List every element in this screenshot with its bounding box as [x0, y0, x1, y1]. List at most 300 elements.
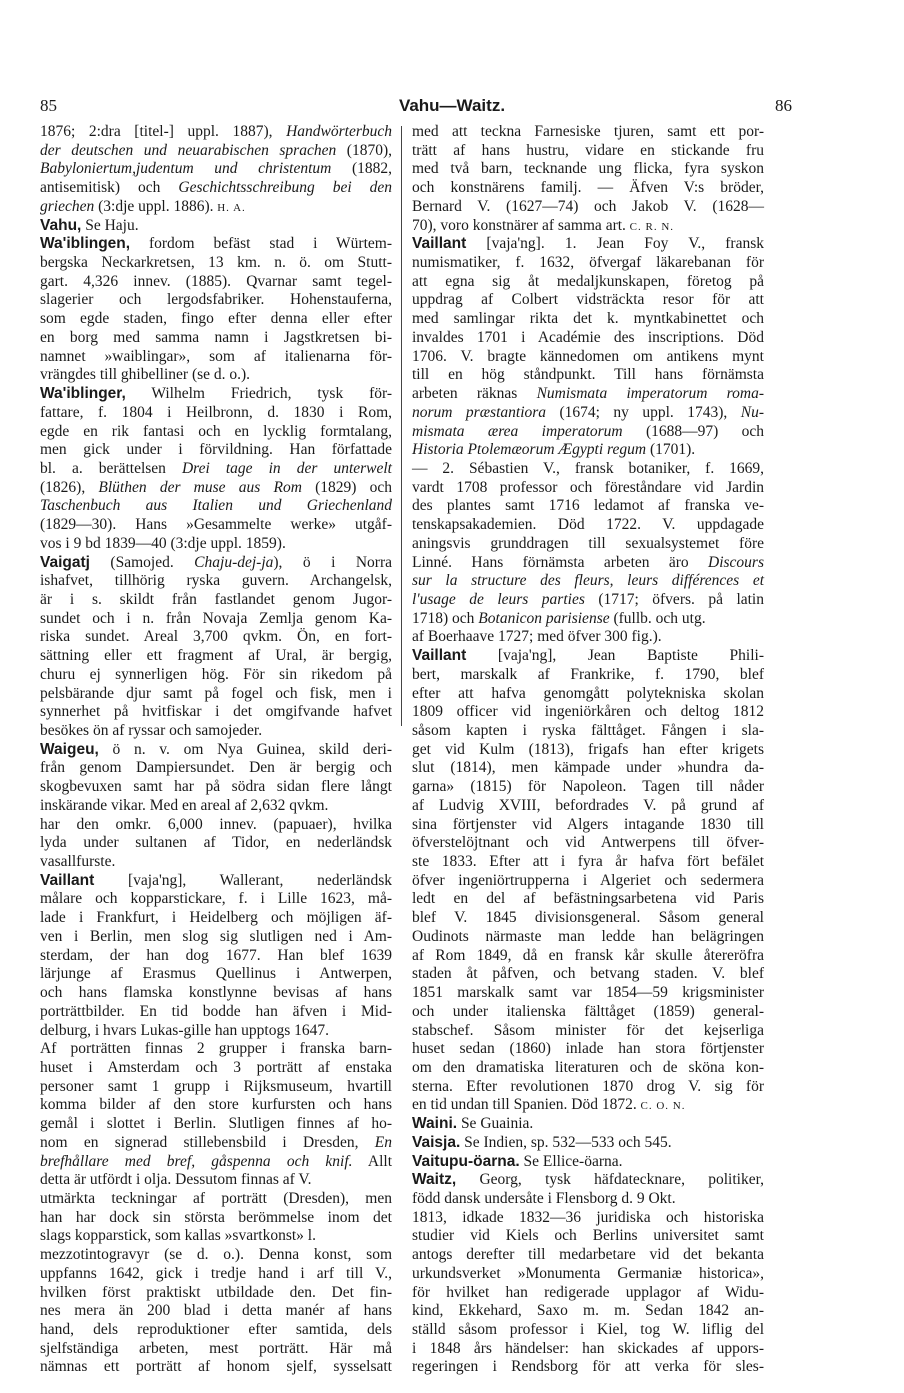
- text-line: [40, 516, 392, 535]
- text-segment: Numismata imperatorum roma-: [536, 385, 764, 403]
- text-segment: med två barn, tecknande ung flicka, fyra syskon: [412, 160, 764, 178]
- text-segment: att egna sig åt medaljkunskapen, företog på: [412, 272, 764, 290]
- text-line: [40, 142, 392, 161]
- text-line: [412, 123, 764, 142]
- text-line: [40, 947, 392, 966]
- text-segment: af Boerhaave 1727; med öfver 300 fig.).: [412, 628, 662, 646]
- text-segment: besökes ön af ryssar och samojeder.: [40, 722, 263, 739]
- text-line: [40, 1096, 392, 1115]
- text-segment: detta är utfördt i olja. Dessutom finnas af V.: [40, 1171, 312, 1189]
- text-line: [412, 479, 764, 498]
- text-segment: till en hög ståndpunkt. Till hans förnämsta: [412, 366, 764, 384]
- text-segment: des plantes samt 1716 ledamot af franska ve-: [412, 497, 764, 515]
- text-segment: [vaja'ng], Wallerant, nederländsk: [94, 871, 392, 889]
- text-segment: garna» (1815) för Napoleon. Tagen till nåder: [412, 778, 764, 796]
- text-segment: antisemitisk) och: [40, 179, 179, 197]
- text-line: [40, 797, 392, 816]
- entry-headword: Wa'iblinger,: [40, 385, 126, 403]
- text-line: [412, 890, 764, 909]
- text-segment: fattare, f. 1804 i Heilbronn, d. 1830 i Rom,: [40, 403, 392, 421]
- text-segment: 1813, idkade 1832—36 juridiska och historiska: [412, 1208, 764, 1226]
- text-line: [412, 685, 764, 704]
- text-segment: Se Haju.: [81, 216, 139, 234]
- text-line: [40, 1078, 392, 1097]
- text-segment: Chaju-dej-ja: [194, 553, 274, 571]
- text-line: [412, 1246, 764, 1265]
- text-line: [412, 497, 764, 516]
- running-title: Vahu—Waitz.: [398, 96, 506, 115]
- text-segment: Allt: [352, 1152, 392, 1170]
- text-segment: Wilhelm Friedrich, tysk för-: [125, 385, 392, 403]
- text-segment: numismatiker, f. 1632, öfvergaf läkarebanan för: [412, 254, 764, 272]
- text-line: [412, 348, 764, 367]
- text-segment: (1674; ny uppl. 1743),: [546, 403, 741, 421]
- text-line: [412, 554, 764, 573]
- text-segment: sjelfständiga arbeten, mest porträtt. Här må: [40, 1339, 392, 1357]
- text-segment: (1688—97) och: [622, 422, 765, 440]
- text-line: [40, 348, 392, 367]
- text-line: [412, 984, 764, 1003]
- text-line: [40, 1227, 392, 1246]
- text-line: [412, 591, 764, 610]
- text-segment: (1829—30). Hans »Gesammelte werke» utgåf-: [40, 516, 392, 534]
- text-line: [412, 535, 764, 554]
- text-segment: målare och kopparstickare, f. i Lille 1623, må-: [40, 890, 392, 908]
- author-signature: H. A.: [213, 201, 246, 214]
- text-line: [412, 1040, 764, 1059]
- text-segment: 1876; 2:dra [titel-] uppl. 1887),: [40, 123, 287, 140]
- text-segment: af Ludvig XVIII, befordrades V. på grund af: [412, 796, 764, 814]
- text-segment: Linné. Hans förnämsta arbeten äro: [412, 553, 709, 571]
- text-line: [412, 1358, 764, 1377]
- text-segment: Bernard V. (1627—74) och Jakob V. (1628—: [412, 197, 764, 215]
- text-segment: slut (1814), men kämpade under »hundra da-: [412, 759, 764, 777]
- text-line: [40, 1134, 392, 1153]
- text-segment: Blüthen der muse aus Rom: [98, 478, 302, 496]
- text-line: [40, 291, 392, 310]
- text-line: [412, 291, 764, 310]
- text-segment: ), ö i Norra: [273, 553, 392, 571]
- text-line: [40, 572, 392, 591]
- text-line: [412, 1078, 764, 1097]
- text-segment: sina förtjenster vid Algers intagande 1830 till: [412, 815, 764, 833]
- left-column: [40, 123, 392, 1377]
- text-line: [40, 722, 392, 741]
- text-segment: är i s. skildt från fastlandet genom Jugor-: [40, 590, 392, 608]
- text-segment: ledt en del af befästningsarbetena vid Paris: [412, 890, 764, 908]
- text-line: [40, 479, 392, 498]
- text-segment: get vid Kulm (1813), frigafs han efter krigets: [412, 740, 764, 758]
- text-segment: en borg med samma namn i Jagstkretsen bi-: [40, 328, 392, 346]
- text-segment: (1829) och: [301, 478, 392, 496]
- text-segment: med att teckna Farnesiske tjuren, samt ett por-: [412, 123, 764, 140]
- text-segment: (fullb. och utg.: [609, 609, 706, 627]
- text-segment: fordom befäst stad i Würtem-: [130, 235, 392, 253]
- entry-headword: Waigeu,: [40, 740, 99, 758]
- text-line: [40, 460, 392, 479]
- text-segment: gemål i slottet i Berlin. Slutligen finnes af ho-: [40, 1115, 392, 1133]
- entry-headword: Wa'iblingen,: [40, 235, 131, 253]
- text-segment: efter att hafva genomgått polytekniska skolan: [412, 684, 764, 702]
- text-segment: urkundsverket »Monumenta Germaniæ historica»,: [412, 1264, 764, 1282]
- text-segment: ste 1833. Efter att i fyra år hafva fört befälet: [412, 853, 764, 871]
- text-segment: Af porträtten finnas 2 grupper i franska barn-: [40, 1040, 392, 1058]
- text-segment: sättning eller ett fragment af Ural, är bergig,: [40, 647, 392, 665]
- text-line: [412, 1340, 764, 1359]
- text-line: [40, 1059, 392, 1078]
- text-line: [40, 647, 392, 666]
- entry-headword: Vaisja.: [412, 1133, 461, 1151]
- text-segment: vasallfurste.: [40, 853, 116, 871]
- text-segment: der deutschen und neuarabischen sprachen: [40, 141, 337, 159]
- text-line: [412, 1134, 764, 1153]
- text-segment: pelsbärande djur samt på fogel och fisk, men i: [40, 684, 392, 702]
- text-segment: blef V. 1845 divisionsgeneral. Såsom general: [412, 909, 764, 927]
- text-segment: af Rom 1849, då en fransk kår skulle återeröfra: [412, 946, 764, 964]
- text-segment: 1809 officer vid ingeniörkåren och deltog 1812: [412, 703, 764, 721]
- text-segment: lärjunge af Erasmus Quellinus i Antwerpen,: [40, 965, 392, 983]
- text-line: [412, 1284, 764, 1303]
- text-line: [40, 909, 392, 928]
- text-segment: såsom kapten i ryska fälttåget. Fången i sla-: [412, 722, 764, 739]
- text-line: [40, 123, 392, 142]
- text-segment: egde en rik fantasi och en lycklig formtalang,: [40, 422, 392, 440]
- text-segment: nes mera än 200 blad i detta manér af hans: [40, 1302, 392, 1320]
- entry-headword: Vaillant: [412, 235, 467, 253]
- text-segment: (1882,: [331, 160, 392, 178]
- text-line: [40, 273, 392, 292]
- text-line: [412, 235, 764, 254]
- text-line: [40, 591, 392, 610]
- text-line: [40, 1284, 392, 1303]
- text-segment: komma bilder af den store kurfursten och hans: [40, 1096, 392, 1114]
- text-line: [412, 759, 764, 778]
- text-segment: [vaja'ng]. 1. Jean Foy V., fransk: [466, 235, 764, 253]
- text-segment: ishafvet, tillhörig ryska guvern. Archangelsk,: [40, 572, 392, 590]
- text-line: [412, 909, 764, 928]
- text-line: [412, 703, 764, 722]
- text-segment: churu ej synnerligen hög. För sin rikedom på: [40, 665, 392, 683]
- text-line: [412, 254, 764, 273]
- text-line: [412, 516, 764, 535]
- text-line: [412, 1153, 764, 1172]
- text-line: [40, 1040, 392, 1059]
- entry-headword: Vaillant: [40, 871, 95, 889]
- text-segment: synnerhet på hvitfiskar i det omgifvande hafvet: [40, 703, 392, 721]
- entry-headword: Waini.: [412, 1115, 458, 1133]
- text-segment: lade i Frankfurt, i Heidelberg och möjligen äf-: [40, 909, 392, 927]
- text-segment: vos i 9 bd 1839—40 (3:dje uppl. 1859).: [40, 534, 286, 552]
- text-segment: Se Ellice-öarna.: [519, 1152, 623, 1170]
- text-segment: (1717; öfvers. på latin: [584, 590, 764, 608]
- text-line: [412, 423, 764, 442]
- text-segment: En: [374, 1133, 392, 1151]
- text-segment: Taschenbuch aus Italien und Griechenland: [40, 497, 392, 515]
- text-line: [412, 142, 764, 161]
- text-line: [412, 1321, 764, 1340]
- text-segment: vrängdes till ghibelliner (se d. o.).: [40, 366, 251, 384]
- text-segment: mezzotintogravyr (se d. o.). Denna konst, som: [40, 1246, 392, 1264]
- text-segment: invaldes 1701 i Académie des inscriptions. Död: [412, 328, 764, 346]
- text-segment: trätt af hans hustru, vidare en stickande fru: [412, 141, 764, 159]
- text-line: [412, 778, 764, 797]
- text-segment: men gick under i förvildning. Han författade: [40, 441, 392, 459]
- text-line: [412, 1115, 764, 1134]
- text-segment: bert, marskalk af Frankrike, f. 1790, blef: [412, 665, 764, 683]
- text-segment: norum præstantiora: [412, 403, 547, 421]
- text-segment: Discours: [708, 553, 764, 571]
- text-segment: Botanicon parisiense: [478, 609, 610, 627]
- text-line: [40, 1358, 392, 1377]
- text-segment: Geschichtsschreibung bei den: [178, 179, 392, 197]
- text-line: [40, 160, 392, 179]
- text-segment: 1706. V. bragte kännedomen om antikens mynt: [412, 347, 764, 365]
- text-segment: sur la structure des fleurs, leurs différences et: [412, 572, 764, 590]
- text-segment: uppdrag af Colbert vidsträckta resor för att: [412, 291, 764, 309]
- text-segment: slagerier och lergodsfabriker. Hohenstauferna,: [40, 291, 392, 309]
- text-segment: Babyloniertum,judentum und christentum: [40, 160, 332, 178]
- text-line: [412, 1171, 764, 1190]
- text-segment: i 1848 års händelser: han skickades af uppors-: [412, 1339, 764, 1357]
- entry-headword: Vaitupu-öarna.: [412, 1152, 520, 1170]
- text-line: [40, 741, 392, 760]
- text-line: [412, 385, 764, 404]
- text-line: [40, 1265, 392, 1284]
- text-segment: hand, dels reproduktioner efter samtida, dels: [40, 1321, 392, 1338]
- text-line: [40, 1246, 392, 1265]
- author-signature: C. R. N.: [625, 220, 675, 233]
- text-line: [412, 329, 764, 348]
- text-line: [40, 441, 392, 460]
- text-segment: regeringen i Rendsborg för att verka för sles-: [412, 1358, 764, 1376]
- text-segment: huset i Amsterdam och 3 porträtt af enstaka: [40, 1058, 392, 1076]
- text-segment: (3:dje uppl. 1886).: [94, 197, 214, 215]
- text-segment: lyda under sultanen af Tidor, en nederländsk: [40, 834, 392, 852]
- text-line: [412, 853, 764, 872]
- text-segment: kind, Ekkehard, Saxo m. m. Sedan 1842 an-: [412, 1302, 764, 1320]
- text-segment: delburg, i hvars Lukas-gille han upptogs 1647.: [40, 1021, 330, 1039]
- text-line: [40, 554, 392, 573]
- right-column: [412, 123, 764, 1377]
- text-segment: och hans flamska konstlynne bevisas af hans: [40, 984, 392, 1002]
- text-segment: Se Indien, sp. 532—533 och 545.: [460, 1133, 672, 1151]
- text-segment: (1826),: [40, 478, 99, 496]
- text-segment: sterna. Efter revolutionen 1870 drog V. sig för: [412, 1077, 764, 1095]
- text-segment: ö n. v. om Nya Guinea, skild deri-: [98, 740, 392, 758]
- text-line: [40, 834, 392, 853]
- text-line: [412, 310, 764, 329]
- entry-headword: Vaigatj: [40, 553, 90, 571]
- text-segment: studier vid Kiels och Berlins universitet samt: [412, 1227, 764, 1245]
- text-line: [40, 610, 392, 629]
- text-line: [412, 1265, 764, 1284]
- column-divider: [401, 126, 402, 726]
- text-segment: antogs derefter till medarbetare vid det bekanta: [412, 1246, 764, 1264]
- text-segment: med samlingar rikta det k. myntkabinettet och: [412, 310, 764, 328]
- text-segment: sterdam, der han dog 1677. Han blef 1639: [40, 946, 392, 964]
- text-line: [412, 647, 764, 666]
- text-segment: vardt 1708 professor och föreståndare vid Jardin: [412, 478, 764, 496]
- text-segment: Nu-: [740, 403, 764, 421]
- text-line: [40, 217, 392, 236]
- text-segment: Georg, tysk häfdatecknare, politiker,: [456, 1171, 764, 1189]
- text-line: [412, 928, 764, 947]
- text-line: [412, 610, 764, 629]
- text-line: [40, 1190, 392, 1209]
- text-line: [40, 1115, 392, 1134]
- text-line: [412, 834, 764, 853]
- text-line: [412, 965, 764, 984]
- text-segment: Handwörterbuch: [286, 123, 392, 140]
- text-line: [412, 1003, 764, 1022]
- entry-headword: Vaillant: [412, 647, 467, 665]
- text-line: [40, 497, 392, 516]
- text-segment: Drei tage in der unterwelt: [181, 459, 392, 477]
- text-line: [412, 1227, 764, 1246]
- right-page-number: 86: [775, 96, 792, 115]
- entry-headword: Waitz,: [412, 1171, 457, 1189]
- text-segment: staden åt påfven, och betvang staden. V. blef: [412, 965, 764, 983]
- text-line: [40, 1302, 392, 1321]
- text-line: [412, 816, 764, 835]
- text-segment: ven i Berlin, men slog sig slutligen ned i Am-: [40, 927, 392, 945]
- text-segment: för hvilket han redigerade upplagor af Widu-: [412, 1283, 764, 1301]
- text-line: [40, 366, 392, 385]
- text-line: [40, 310, 392, 329]
- text-segment: sundet och i n. från Novaja Zemlja genom Ka-: [40, 609, 392, 627]
- text-segment: riska sundet. Areal 3,700 qvkm. Ön, en fort-: [40, 628, 392, 646]
- text-line: [40, 385, 392, 404]
- text-segment: Se Guainia.: [457, 1115, 534, 1133]
- text-line: [40, 1153, 392, 1172]
- text-segment: tenskapsakademien. Död 1722. V. uppdagade: [412, 516, 764, 534]
- text-line: [40, 666, 392, 685]
- text-line: [412, 1096, 764, 1115]
- text-segment: (Samojed.: [89, 553, 195, 571]
- text-segment: som egde staden, fingo efter denna eller efter: [40, 310, 392, 328]
- text-line: [40, 1022, 392, 1041]
- text-segment: porträttbilder. En tid bodde han äfven i Mid-: [40, 1002, 392, 1020]
- text-line: [412, 1022, 764, 1041]
- text-segment: stabschef. Såsom minister för det kejserliga: [412, 1021, 764, 1039]
- text-segment: brefhållare med bref, gåspenna och knif.: [40, 1152, 353, 1170]
- text-line: [40, 535, 392, 554]
- text-segment: har den omkr. 6,000 innev. (papuaer), hvilka: [40, 815, 392, 833]
- text-segment: (1870),: [336, 141, 392, 159]
- text-line: [40, 759, 392, 778]
- text-segment: (1701).: [646, 441, 696, 459]
- text-segment: bl. a. berättelsen: [40, 459, 182, 477]
- text-line: [40, 703, 392, 722]
- text-line: [40, 198, 392, 217]
- text-segment: öfver ingeniörtrupperna i Algeriet och sedermera: [412, 871, 764, 889]
- text-line: [40, 254, 392, 273]
- text-segment: uppfanns 1642, gick i tredje hand i arf till V.,: [40, 1264, 392, 1282]
- text-line: [40, 984, 392, 1003]
- text-segment: nom en signerad stillebensbild i Dresden,: [40, 1133, 375, 1151]
- text-line: [412, 741, 764, 760]
- text-line: [40, 685, 392, 704]
- text-line: [412, 1209, 764, 1228]
- text-segment: 70), voro konstnärer af samma art.: [412, 216, 626, 234]
- text-line: [40, 179, 392, 198]
- text-line: [40, 965, 392, 984]
- text-segment: 1851 marskalk samt var 1854—59 krigsminister: [412, 984, 764, 1002]
- text-line: [40, 1209, 392, 1228]
- text-segment: bergska Neckarkretsen, 13 km. n. ö. om Stutt-: [40, 254, 392, 272]
- text-line: [412, 441, 764, 460]
- text-line: [412, 1190, 764, 1209]
- text-line: [412, 404, 764, 423]
- text-segment: aningsvis grunddragen till sexualsystemet före: [412, 534, 764, 552]
- text-segment: Historia Ptolemæorum Ægypti regum: [412, 441, 647, 459]
- text-line: [412, 1302, 764, 1321]
- text-segment: [vaja'ng], Jean Baptiste Phili-: [466, 647, 764, 665]
- text-line: [40, 1171, 392, 1190]
- text-line: [40, 404, 392, 423]
- text-line: [40, 329, 392, 348]
- text-segment: utmärkta teckningar af porträtt (Dresden), men: [40, 1189, 392, 1207]
- text-line: [412, 666, 764, 685]
- text-line: [412, 179, 764, 198]
- text-segment: arbeten räknas: [412, 385, 537, 403]
- text-segment: hvilken först praktiskt utbildade den. Det fin-: [40, 1283, 392, 1301]
- text-line: [412, 797, 764, 816]
- text-segment: griechen: [40, 197, 95, 215]
- text-line: [40, 1321, 392, 1340]
- text-segment: inskärande vikar. Med en areal af 2,632 qvkm.: [40, 796, 329, 814]
- text-line: [40, 928, 392, 947]
- text-segment: slags kopparstick, som kallas »svartkonst» l.: [40, 1227, 316, 1245]
- text-line: [412, 217, 764, 236]
- text-segment: personer samt 1 grupp i Rijksmuseum, hvartill: [40, 1077, 392, 1095]
- text-line: [412, 872, 764, 891]
- text-segment: l'usage de leurs parties: [412, 590, 585, 608]
- text-segment: nämnas ett porträtt af honom sjelf, sysselsatt: [40, 1358, 392, 1376]
- text-line: [40, 816, 392, 835]
- text-line: [40, 1003, 392, 1022]
- text-segment: Oudinots närmaste man ledde han belägringen: [412, 927, 764, 945]
- text-segment: och under italienska fälttåget (1859) general-: [412, 1002, 764, 1020]
- text-line: [412, 572, 764, 591]
- text-segment: namnet »waiblingar», som af italienarna för-: [40, 347, 392, 365]
- text-segment: öfverstelöjtnant och vid Antwerpens till öfver-: [412, 834, 764, 852]
- entry-headword: Vahu,: [40, 216, 82, 234]
- text-line: [412, 628, 764, 647]
- text-segment: från genom Dampiersundet. Den är bergig och: [40, 759, 392, 777]
- text-segment: 1718) och: [412, 609, 479, 627]
- text-segment: gart. 4,326 innev. (1885). Qvarnar samt tegel-: [40, 272, 392, 290]
- text-line: [412, 722, 764, 741]
- text-segment: om den dramatiska literaturen och de sköna kon-: [412, 1058, 764, 1076]
- text-line: [40, 890, 392, 909]
- text-line: [412, 947, 764, 966]
- left-page-number: 85: [40, 96, 57, 115]
- text-line: [40, 235, 392, 254]
- text-line: [412, 273, 764, 292]
- text-segment: han har dock sin största berömmelse inom det: [40, 1208, 392, 1226]
- text-segment: skogbevuxen samt har på södra sidan flere långt: [40, 778, 392, 796]
- text-segment: — 2. Sébastien V., fransk botaniker, f. 1669,: [412, 459, 764, 477]
- text-segment: ställd såsom professor i Kiel, tog W. liflig del: [412, 1321, 764, 1338]
- text-segment: född dansk undersåte i Flensborg d. 9 Okt.: [412, 1189, 676, 1207]
- text-segment: huset sedan (1860) inlade han stora förtjenster: [412, 1040, 764, 1058]
- text-line: [40, 1340, 392, 1359]
- text-line: [40, 628, 392, 647]
- text-line: [40, 423, 392, 442]
- text-segment: en tid undan till Spanien. Död 1872.: [412, 1096, 637, 1114]
- text-line: [40, 778, 392, 797]
